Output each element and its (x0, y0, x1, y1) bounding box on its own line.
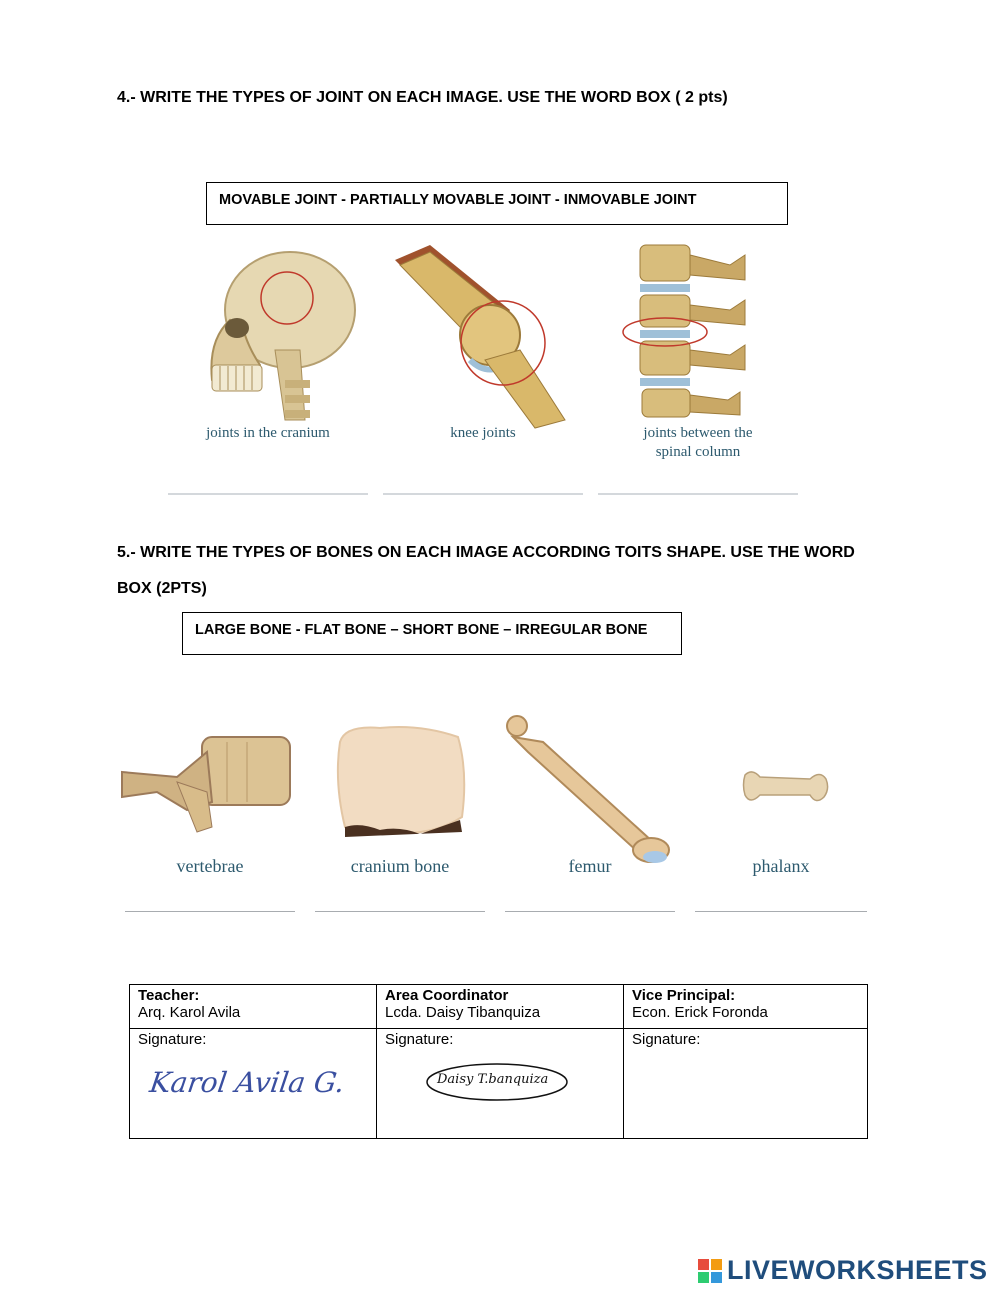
vice-principal-signature-cell (624, 1029, 868, 1139)
bone-answer-line-2[interactable] (315, 911, 485, 912)
bone-word-box-text: LARGE BONE - FLAT BONE – SHORT BONE – IRREGULAR BONE (195, 622, 648, 638)
caption-vertebrae: vertebrae (176, 856, 244, 876)
coordinator-name: Lcda. Daisy Tibanquiza (385, 1004, 541, 1021)
coordinator-signature (425, 1060, 575, 1104)
caption-cranium-joints: joints in the cranium (206, 425, 330, 441)
caption-cranium-bone: cranium bone (350, 856, 450, 876)
coordinator-label: Area Coordinator (385, 987, 509, 1004)
cranium-bone-image (330, 722, 470, 842)
joint-word-box-text: MOVABLE JOINT - PARTIALLY MOVABLE JOINT - INMOVABLE JOINT (219, 192, 697, 208)
joint-word-box (206, 182, 788, 225)
vice-principal-label: Vice Principal: (632, 987, 736, 1004)
coordinator-signature-text: Daisy T.banquiza (437, 1072, 549, 1087)
femur-image (503, 712, 673, 867)
coordinator-signature-label: Signature: (385, 1031, 454, 1048)
spine-image (620, 240, 755, 420)
teacher-cell (130, 985, 377, 1029)
bone-answer-line-4[interactable] (695, 911, 867, 912)
caption-knee-joints: knee joints (450, 425, 516, 441)
joint-answer-line-1[interactable] (168, 493, 368, 495)
section4-heading: 4.- WRITE THE TYPES OF JOINT ON EACH IMAGE. USE THE WORD BOX ( 2 pts) (117, 89, 728, 106)
phalanx-image (740, 765, 830, 810)
vice-principal-signature-label: Signature: (632, 1031, 701, 1048)
joint-answer-line-3[interactable] (598, 493, 798, 495)
logo-square-blue (711, 1272, 722, 1283)
vice-principal-cell (624, 985, 868, 1029)
teacher-signature-cell (130, 1029, 377, 1139)
signature-table (129, 984, 868, 1139)
section5-heading-line1: 5.- WRITE THE TYPES OF BONES ON EACH IMAGE ACCORDING TOITS SHAPE. USE THE WORD (117, 544, 855, 561)
caption-spinal-joints-line2: spinal column (655, 444, 741, 460)
caption-femur: femur (568, 856, 612, 876)
bone-word-box (182, 612, 682, 655)
vice-principal-name: Econ. Erick Foronda (632, 1004, 768, 1021)
liveworksheets-logo[interactable] (698, 1255, 988, 1286)
vertebra-image (117, 732, 295, 842)
teacher-name: Arq. Karol Avila (138, 1004, 241, 1021)
coordinator-cell (377, 985, 624, 1029)
caption-spinal-joints-line1: joints between the (643, 425, 753, 441)
caption-phalanx: phalanx (752, 856, 810, 876)
logo-mark-icon (698, 1259, 722, 1283)
logo-square-orange (711, 1259, 722, 1270)
teacher-signature: Karol Avila G. (147, 1066, 347, 1099)
coordinator-signature-cell (377, 1029, 624, 1139)
logo-square-red (698, 1259, 709, 1270)
logo-square-green (698, 1272, 709, 1283)
logo-text: LIVEWORKSHEETS (727, 1255, 988, 1285)
section5-heading-line2: BOX (2PTS) (117, 580, 207, 597)
knee-image (390, 240, 575, 430)
skull-image (190, 240, 365, 425)
bone-answer-line-3[interactable] (505, 911, 675, 912)
bone-answer-line-1[interactable] (125, 911, 295, 912)
teacher-signature-label: Signature: (138, 1031, 207, 1048)
teacher-label: Teacher: (138, 987, 200, 1004)
joint-answer-line-2[interactable] (383, 493, 583, 495)
